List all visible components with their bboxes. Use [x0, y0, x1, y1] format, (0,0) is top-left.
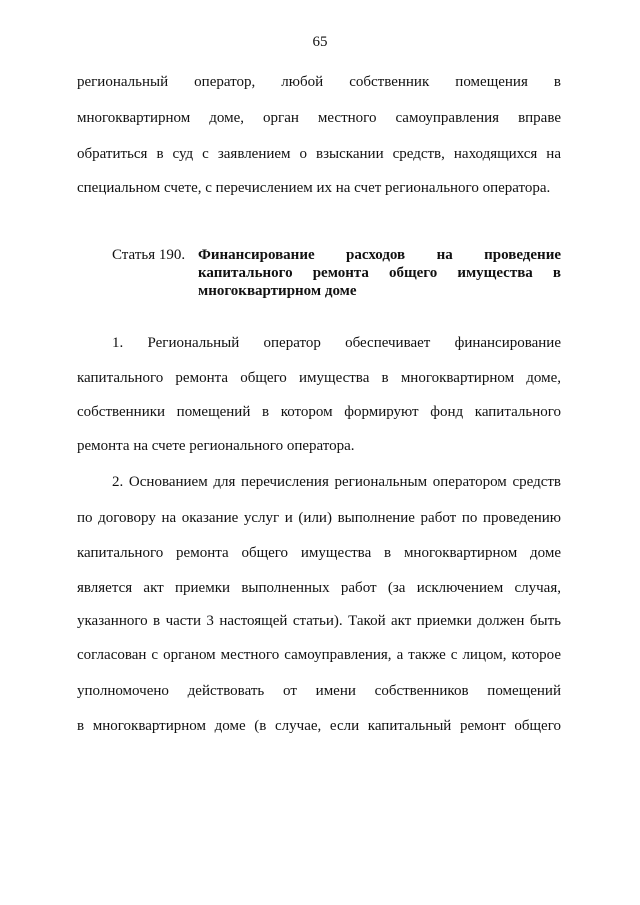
- paragraph-1-line: собственники помещений в котором формируют фонд капитального: [77, 404, 561, 420]
- paragraph-2-line: в многоквартирном доме (в случае, если капитальный ремонт общего: [77, 718, 561, 734]
- paragraph-intro-line: обратиться в суд с заявлением о взыскании средств, находящихся на: [77, 146, 561, 162]
- article-title: [198, 246, 561, 300]
- paragraph-intro-line: региональный оператор, любой собственник помещения в: [77, 74, 561, 90]
- paragraph-2-line: указанного в части 3 настоящей статьи). Такой акт приемки должен быть: [77, 613, 561, 629]
- paragraph-2-line: по договору на оказание услуг и (или) выполнение работ по проведению: [77, 510, 561, 526]
- paragraph-intro-line: многоквартирном доме, орган местного самоуправления вправе: [77, 110, 561, 126]
- paragraph-2-line: уполномочено действовать от имени собственников помещений: [77, 683, 561, 699]
- paragraph-2-line: является акт приемки выполненных работ (за исключением случая,: [77, 580, 561, 596]
- paragraph-1-line: ремонта на счете регионального оператора.: [77, 438, 355, 454]
- article-title-line: капитального ремонта общего имущества в: [198, 265, 561, 281]
- paragraph-2-line: капитального ремонта общего имущества в многоквартирном доме: [77, 545, 561, 561]
- article-title-line: многоквартирном доме: [198, 283, 357, 299]
- article-title-line: Финансирование расходов на проведение: [198, 247, 561, 263]
- page-number: 65: [312, 34, 328, 50]
- article-heading: [112, 246, 561, 302]
- paragraph-1-line: капитального ремонта общего имущества в многоквартирном доме,: [77, 370, 561, 386]
- paragraph-2-line: согласован с органом местного самоуправления, а также с лицом, которое: [77, 647, 561, 663]
- paragraph-2-line: 2. Основанием для перечисления региональным оператором средств: [112, 474, 561, 490]
- paragraph-intro-line: специальном счете, с перечислением их на счет регионального оператора.: [77, 180, 551, 196]
- paragraph-1-line: 1. Региональный оператор обеспечивает финансирование: [112, 335, 561, 351]
- article-label: Статья 190.: [112, 247, 186, 263]
